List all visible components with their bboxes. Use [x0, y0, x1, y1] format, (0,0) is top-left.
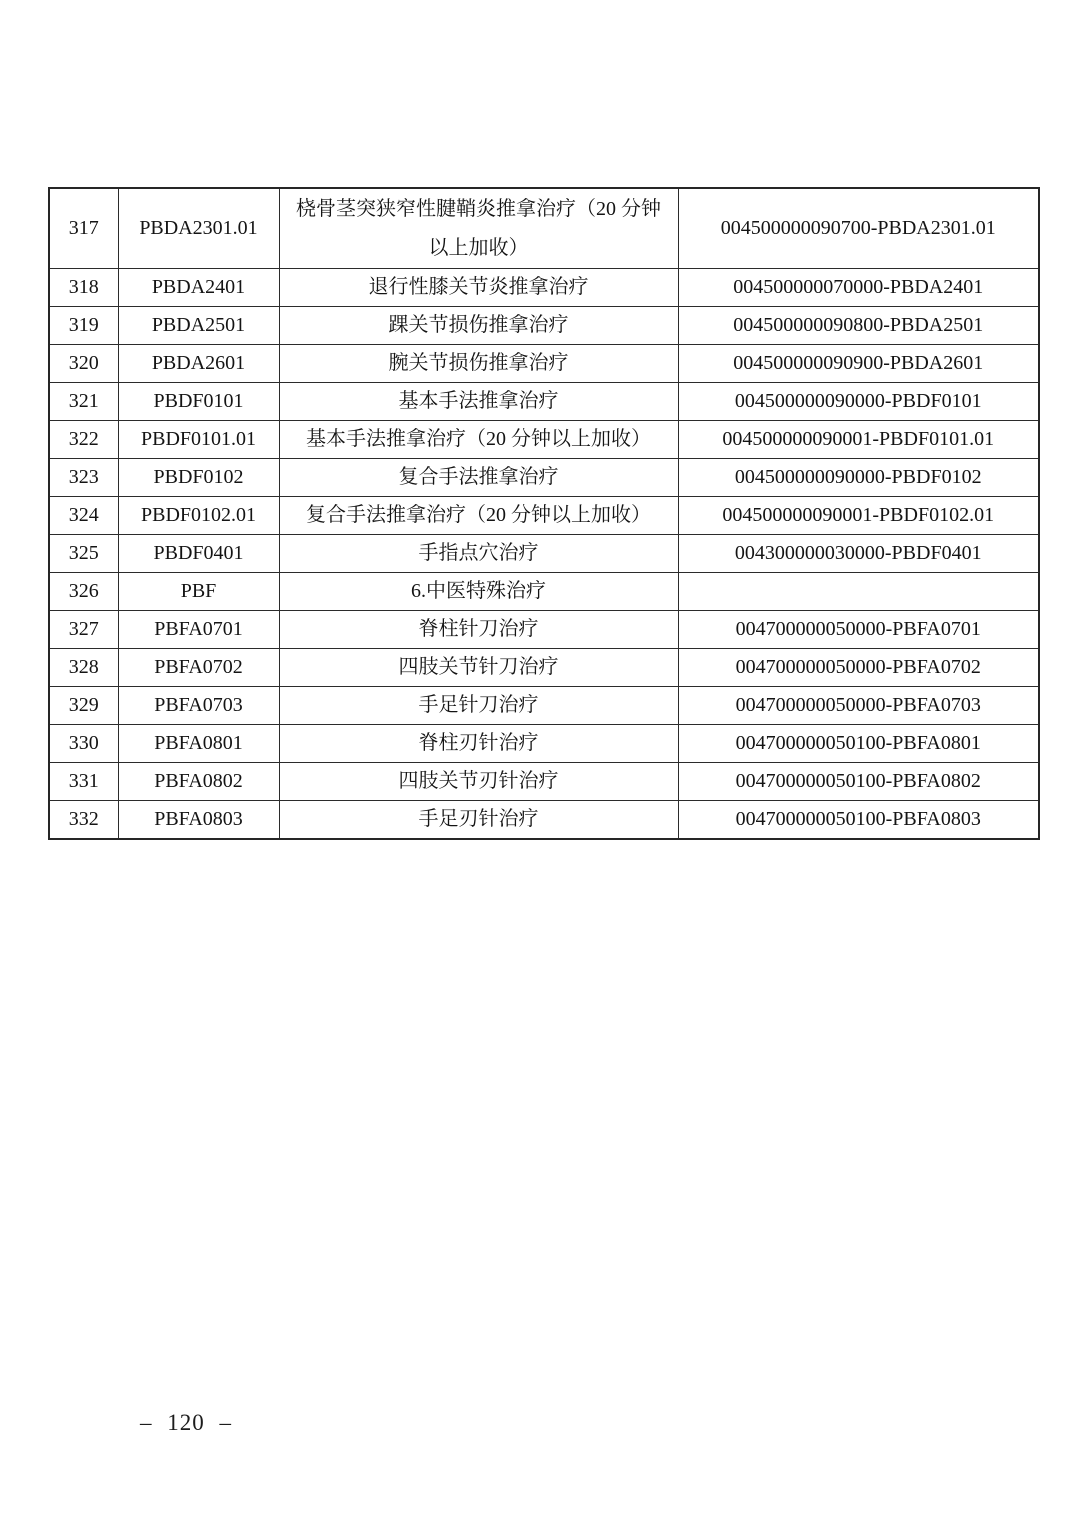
- cell-seq: 327: [49, 611, 118, 649]
- cell-seq: 322: [49, 421, 118, 459]
- cell-seq: 319: [49, 307, 118, 345]
- cell-name: 脊柱刃针治疗: [279, 725, 678, 763]
- cell-mapped-code: 004500000090000-PBDF0101: [678, 383, 1039, 421]
- cell-code: PBFA0803: [118, 801, 279, 840]
- cell-code: PBDF0102.01: [118, 497, 279, 535]
- cell-code: PBDF0101: [118, 383, 279, 421]
- cell-name: 四肢关节针刀治疗: [279, 649, 678, 687]
- table-row: [49, 573, 1039, 611]
- cell-seq: 325: [49, 535, 118, 573]
- cell-code: PBDF0401: [118, 535, 279, 573]
- cell-code: PBDA2501: [118, 307, 279, 345]
- cell-mapped-code: 004500000090900-PBDA2601: [678, 345, 1039, 383]
- procedure-code-table: [48, 187, 1040, 840]
- cell-name: 手指点穴治疗: [279, 535, 678, 573]
- cell-name: 四肢关节刃针治疗: [279, 763, 678, 801]
- cell-seq: 324: [49, 497, 118, 535]
- cell-seq: 320: [49, 345, 118, 383]
- page-number: – 120 –: [140, 1410, 232, 1435]
- table-row: [49, 801, 1039, 840]
- cell-code: PBFA0702: [118, 649, 279, 687]
- table-row: [49, 383, 1039, 421]
- cell-mapped-code: 004700000050100-PBFA0802: [678, 763, 1039, 801]
- cell-name: 复合手法推拿治疗: [279, 459, 678, 497]
- cell-name: 踝关节损伤推拿治疗: [279, 307, 678, 345]
- cell-seq: 317: [49, 188, 118, 269]
- cell-seq: 321: [49, 383, 118, 421]
- cell-mapped-code: 004500000090001-PBDF0101.01: [678, 421, 1039, 459]
- cell-mapped-code: 004500000070000-PBDA2401: [678, 269, 1039, 307]
- cell-mapped-code: 004700000050000-PBFA0702: [678, 649, 1039, 687]
- cell-name: 腕关节损伤推拿治疗: [279, 345, 678, 383]
- table-row: [49, 649, 1039, 687]
- cell-mapped-code: 004500000090001-PBDF0102.01: [678, 497, 1039, 535]
- table-row: [49, 763, 1039, 801]
- cell-code: PBDA2601: [118, 345, 279, 383]
- cell-code: PBDA2401: [118, 269, 279, 307]
- table-row: [49, 725, 1039, 763]
- cell-name: 退行性膝关节炎推拿治疗: [279, 269, 678, 307]
- cell-code: PBDA2301.01: [118, 188, 279, 269]
- cell-name: 基本手法推拿治疗: [279, 383, 678, 421]
- cell-code: PBFA0802: [118, 763, 279, 801]
- cell-mapped-code: [678, 573, 1039, 611]
- cell-seq: 332: [49, 801, 118, 840]
- cell-name: 手足针刀治疗: [279, 687, 678, 725]
- cell-mapped-code: 004300000030000-PBDF0401: [678, 535, 1039, 573]
- cell-name: 手足刃针治疗: [279, 801, 678, 840]
- cell-mapped-code: 004500000090700-PBDA2301.01: [678, 188, 1039, 269]
- cell-seq: 328: [49, 649, 118, 687]
- table-row: [49, 535, 1039, 573]
- cell-seq: 330: [49, 725, 118, 763]
- table-row: [49, 421, 1039, 459]
- table-row: [49, 611, 1039, 649]
- cell-code: PBFA0703: [118, 687, 279, 725]
- cell-code: PBF: [118, 573, 279, 611]
- cell-mapped-code: 004500000090800-PBDA2501: [678, 307, 1039, 345]
- cell-mapped-code: 004700000050000-PBFA0703: [678, 687, 1039, 725]
- cell-code: PBFA0801: [118, 725, 279, 763]
- cell-seq: 326: [49, 573, 118, 611]
- cell-name: 6.中医特殊治疗: [279, 573, 678, 611]
- cell-name: 基本手法推拿治疗（20 分钟以上加收）: [279, 421, 678, 459]
- cell-code: PBFA0701: [118, 611, 279, 649]
- table-row: [49, 345, 1039, 383]
- table-body: [49, 188, 1039, 839]
- cell-seq: 323: [49, 459, 118, 497]
- table-row: [49, 687, 1039, 725]
- cell-code: PBDF0102: [118, 459, 279, 497]
- cell-mapped-code: 004700000050100-PBFA0803: [678, 801, 1039, 840]
- table-row: [49, 269, 1039, 307]
- cell-name: 复合手法推拿治疗（20 分钟以上加收）: [279, 497, 678, 535]
- cell-seq: 329: [49, 687, 118, 725]
- table-row: [49, 459, 1039, 497]
- cell-name: 脊柱针刀治疗: [279, 611, 678, 649]
- cell-code: PBDF0101.01: [118, 421, 279, 459]
- cell-seq: 318: [49, 269, 118, 307]
- cell-seq: 331: [49, 763, 118, 801]
- cell-name: 桡骨茎突狭窄性腱鞘炎推拿治疗（20 分钟以上加收）: [279, 188, 678, 269]
- table-row: [49, 497, 1039, 535]
- table-row: [49, 188, 1039, 269]
- cell-mapped-code: 004700000050100-PBFA0801: [678, 725, 1039, 763]
- table-row: [49, 307, 1039, 345]
- cell-mapped-code: 004700000050000-PBFA0701: [678, 611, 1039, 649]
- cell-mapped-code: 004500000090000-PBDF0102: [678, 459, 1039, 497]
